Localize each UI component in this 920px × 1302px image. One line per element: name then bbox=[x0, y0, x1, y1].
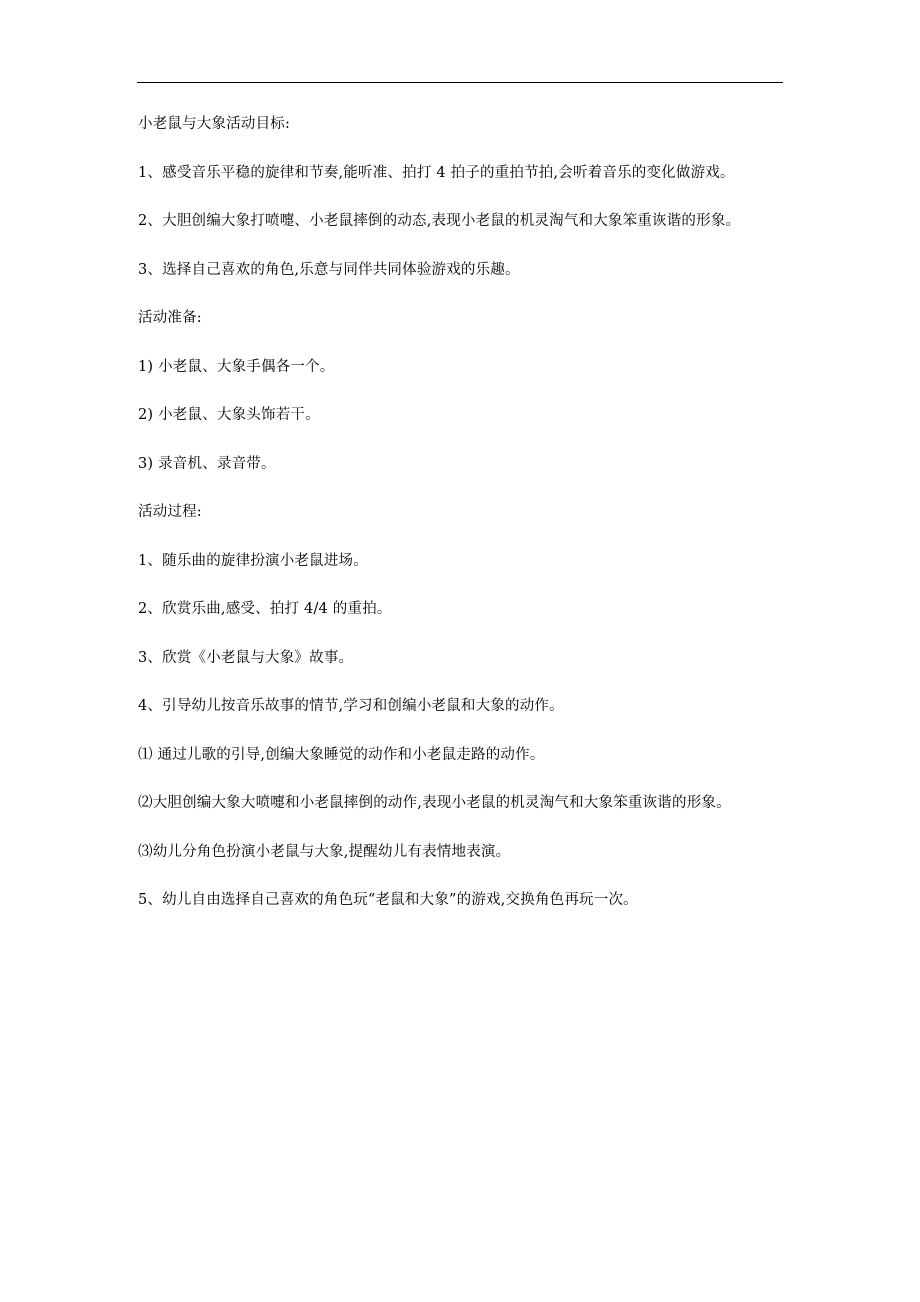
process-step-5: 5、幼儿自由选择自己喜欢的角色玩“老鼠和大象”的游戏,交换角色再玩一次。 bbox=[138, 892, 638, 908]
process-step-3: 3、欣赏《小老鼠与大象》故事。 bbox=[138, 649, 354, 666]
section-title-preparation: 活动准备: bbox=[138, 310, 202, 326]
process-step-2: 2、欣赏乐曲,感受、拍打 4/4 的重拍。 bbox=[138, 601, 392, 617]
goal-item-3: 3、选择自己喜欢的角色,乐意与同伴共同体验游戏的乐趣。 bbox=[138, 261, 520, 278]
section-title-process: 活动过程: bbox=[138, 504, 202, 520]
goal-item-2: 2、大胆创编大象打喷嚏、小老鼠摔倒的动态,表现小老鼠的机灵淘气和大象笨重诙谐的形象。 bbox=[138, 213, 741, 229]
process-step-1: 1、随乐曲的旋律扮演小老鼠进场。 bbox=[138, 552, 368, 569]
process-substep-1: ⑴ 通过儿歌的引导,创编大象睡觉的动作和小老鼠走路的动作。 bbox=[138, 746, 545, 763]
process-substep-2: ⑵大胆创编大象大喷嚏和小老鼠摔倒的动作,表现小老鼠的机灵淘气和大象笨重诙谐的形象。 bbox=[138, 795, 731, 811]
preparation-item-2: 2) 小老鼠、大象头饰若干。 bbox=[138, 407, 320, 423]
preparation-item-3: 3) 录音机、录音带。 bbox=[138, 455, 276, 472]
document-body bbox=[138, 114, 798, 939]
preparation-item-1: 1) 小老鼠、大象手偶各一个。 bbox=[138, 358, 335, 375]
section-title-goals: 小老鼠与大象活动目标: bbox=[138, 116, 291, 132]
goal-item-1: 1、感受音乐平稳的旋律和节奏,能听准、拍打 4 拍子的重拍节拍,会听着音乐的变化做游戏。 bbox=[138, 164, 735, 181]
process-substep-3: ⑶幼儿分角色扮演小老鼠与大象,提醒幼儿有表情地表演。 bbox=[138, 843, 511, 860]
process-step-4: 4、引导幼儿按音乐故事的情节,学习和创编小老鼠和大象的动作。 bbox=[138, 698, 564, 714]
header-rule bbox=[137, 82, 783, 83]
